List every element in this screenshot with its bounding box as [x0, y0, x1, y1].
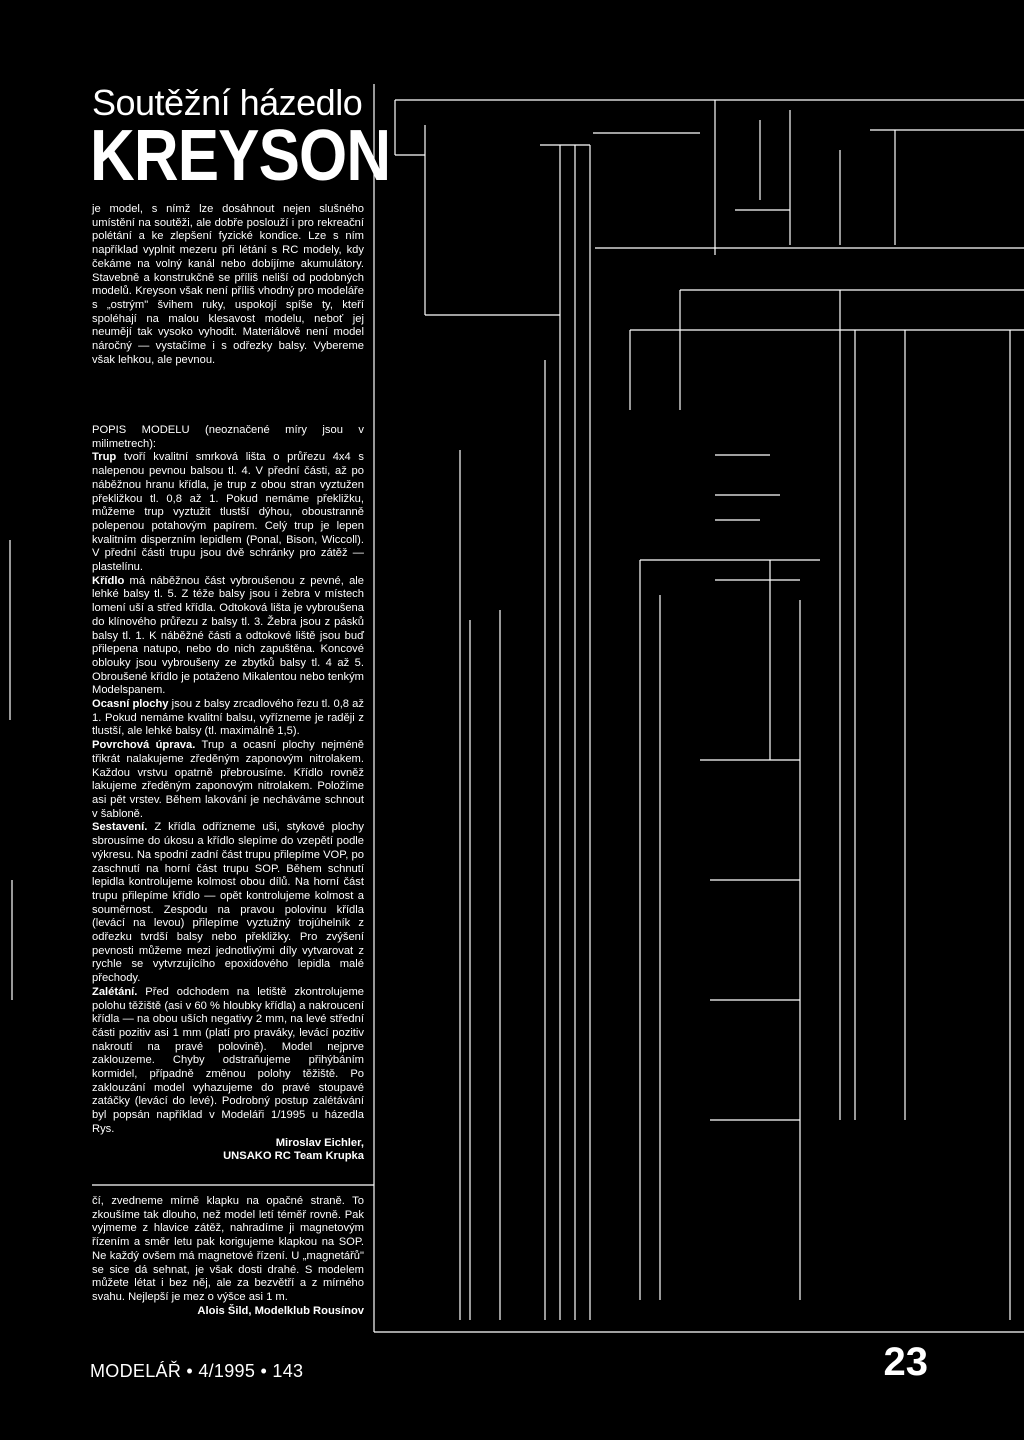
section-heading: Povrchová úprava. — [92, 739, 196, 752]
author-name: Miroslav Eichler, — [275, 1136, 364, 1149]
article-kicker: Soutěžní házedlo — [92, 82, 363, 123]
section-heading: Křídlo — [92, 574, 125, 587]
section-heading: Sestavení. — [92, 821, 148, 834]
intro-text: je model, s nímž lze dosáhnout nejen slušného umístění na soutěži, ale dobře poslouží i pro rekreační polétání a ke zlepšení fyzické kondice. Lze s ním například vyplnit mezeru při létání s RC modely, kdy čekáme na volný kanál nebo dobíjíme akumulátory. Stavebně a konstrukčně se příliš neliší od podobných modelů. Kreyson však není příliš vhodný pro modeláře s „ostrým" švihem ruky, uspokojí spíše ty, kteří spoléhají na malou klesavost modelu, neboť jej neumějí tak vysoko vyhodit. Materiálově není model náročný — vystačíme i s odřezky balsy. Vybereme však lehkou, ale pevnou. — [92, 203, 364, 366]
section-text: Z křídla odřízneme uši, stykové plochy sbrousíme do úkosu a křídlo slepíme do vzepětí podle výkresu. Na spodní zadní část trupu přilepíme VOP, po zaschnutí na horní část trupu SOP. Během schnutí lepidla kontrolujeme kolmost obou dílů. Na horní část trupu přilepíme křídlo — opět kontrolujeme kolmost a souměrnost. Zespodu na pravou polovinu křídla (levácí na levou) přilepíme vyztužný trojúhelník z odřezku tvrdší balsy nebo překližky. Pro zvýšení pevnosti můžeme mezi jednotlivými díly vytvarovat z rychle se vytvrzujícího epoxidového lepidla malé přechody. — [92, 821, 364, 985]
section-heading: Ocasní plochy — [92, 698, 169, 711]
author-club: UNSAKO RC Team Krupka — [223, 1150, 364, 1163]
section-heading: Trup — [92, 451, 117, 464]
section-text: má náběžnou část vybroušenou z pevné, ale lehké balsy tl. 5. Z téže balsy jsou i žebra v místech lomení uší a střed křídla. Odtoková lišta je vybroušena do klínového průřezu z balsy tl. 3. Žebra jsou z pásků balsy tl. 1. K náběžné části a odtokové liště jsou buď přilepena natupo, nebo do nich zapuštěna. Koncové oblouky jsou vybroušeny ze zbytků balsy tl. 4 až 5. Obroušené křídlo je potaženo Mikalentou nebo tenkým Modelspanem. — [92, 574, 364, 697]
page-number: 23 — [883, 1340, 928, 1384]
section-text: Trup a ocasní plochy nejméně třikrát nalakujeme zředěným zaponovým nitrolakem. Každou vrstvu opatrně přebrousíme. Křídlo rovněž lakujeme zředěným zaponovým nitrolakem. Položíme asi pět vrstev. Během lakování je necháváme schnout v šabloně. — [92, 739, 365, 820]
article-title: KREYSON — [90, 116, 391, 196]
section-text: jsou z balsy zrcadlového řezu tl. 0,8 až 1. Pokud nemáme kvalitní balsu, vyřízneme je raději z tlustší, ale lehké balsy (tl. maximálně 1,5). — [92, 698, 364, 738]
note-text: čí, zvedneme mírně klapku na opačné straně. To zkoušíme tak dlouho, než model letí téměř rovně. Pak vyjmeme z hlavice zátěž, nahradíme ji magnetovým řízením a směr letu pak korigujeme klapkou na SOP. Ne každý ovšem má magnetové řízení. U „magnetářů" se sice dá sehnat, je však dosti drahé. S modelem můžete létat i bez něj, ale za bezvětří a z mírného svahu. Nejlepší je mez o výšce asi 1 m. — [92, 1195, 364, 1303]
magazine-footer: MODELÁŘ • 4/1995 • 143 — [90, 1361, 304, 1381]
section-text: Před odchodem na letiště zkontrolujeme polohu těžiště (asi v 60 % hloubky křídla) a nakroucení křídla — na obou uších negativy 2 mm, na levé střední části pozitiv asi 1 mm (platí pro praváky, levácí pozitiv nakroutí na pravé polovině). Model nejprve zaklouzeme. Chyby odstraňujeme přihýbáním kormidel, případně změnou polohy těžiště. Po zaklouzání model vyhazujeme do pravé stoupavé zatáčky (levácí do levé). Podrobný postup zalétávání byl popsán například v Modeláři 1/1995 u házedla Rys. — [92, 985, 364, 1135]
section-heading: Zalétání. — [92, 985, 138, 998]
section-text: tvoří kvalitní smrková lišta o průřezu 4x4 s nalepenou pevnou balsou tl. 4. V přední části, až po náběžnou hranu křídla, je trup z obou stran vyztužen překližkou tl. 0,8 až 1. Pokud nemáme překližku, můžeme trup vyztužit tlustší dýhou, oboustranně polepenou potahovým papírem. Celý trup je lepen kvalitním disperzním lepidlem (Ponal, Bison, Wiccoll). V přední části trupu jsou dvě schránky pro zátěž — plastelínu. — [92, 451, 364, 574]
description-heading: POPIS MODELU (neoznačené míry jsou v milimetrech): — [92, 424, 364, 450]
second-author: Alois Šild, Modelklub Rousínov — [197, 1304, 364, 1317]
